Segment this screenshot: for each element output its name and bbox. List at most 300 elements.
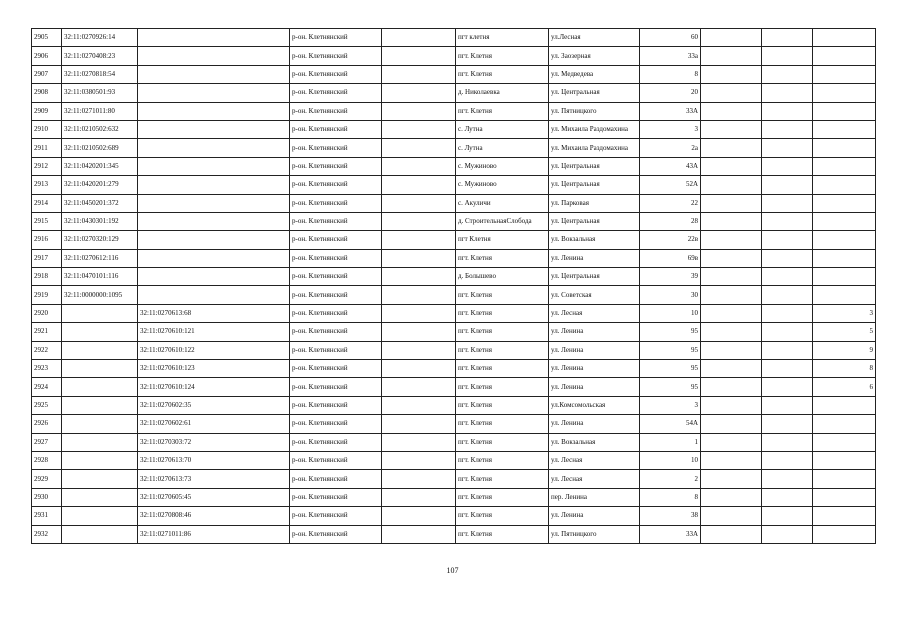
cell-district: р-он. Клетнянский (290, 212, 382, 230)
cell-blank (701, 507, 762, 525)
cell-number: 2921 (32, 323, 62, 341)
table-row (32, 29, 876, 47)
cell-street: ул. Центральная (549, 176, 640, 194)
cell-extra (813, 433, 876, 451)
cell-blank (701, 415, 762, 433)
cell-number: 2926 (32, 415, 62, 433)
cell-number: 2915 (32, 212, 62, 230)
cell-settlement: пгт. Клетня (456, 47, 549, 65)
cell-number: 2920 (32, 304, 62, 322)
cell-blank (762, 507, 813, 525)
cell-street: ул. Парковая (549, 194, 640, 212)
cell-house: 1 (640, 433, 701, 451)
cell-extra (813, 249, 876, 267)
cell-street: ул. Вокзальная (549, 231, 640, 249)
cell-blank (382, 120, 456, 138)
cell-blank (701, 341, 762, 359)
cell-extra (813, 525, 876, 543)
cell-extra (813, 29, 876, 47)
cell-house: 10 (640, 451, 701, 469)
cell-extra: 5 (813, 323, 876, 341)
cell-blank (762, 176, 813, 194)
table-row (32, 378, 876, 396)
table-row (32, 525, 876, 543)
cell-cadastral-b: 32:11:0270610:123 (138, 360, 290, 378)
cell-house: 95 (640, 323, 701, 341)
cell-house: 33А (640, 525, 701, 543)
cell-district: р-он. Клетнянский (290, 304, 382, 322)
cell-blank (382, 84, 456, 102)
cell-house: 69в (640, 249, 701, 267)
table-row (32, 249, 876, 267)
cell-house: 43А (640, 157, 701, 175)
cell-district: р-он. Клетнянский (290, 268, 382, 286)
cell-extra (813, 139, 876, 157)
cell-cadastral-b (138, 231, 290, 249)
cell-extra: 8 (813, 360, 876, 378)
cell-house: 3 (640, 396, 701, 414)
cell-cadastral-a (62, 341, 138, 359)
cell-street: ул. Вокзальная (549, 433, 640, 451)
cell-blank (382, 139, 456, 157)
cell-blank (701, 433, 762, 451)
cell-district: р-он. Клетнянский (290, 29, 382, 47)
cell-cadastral-a: 32:11:0420201:345 (62, 157, 138, 175)
cell-blank (762, 378, 813, 396)
cell-settlement: д. Болышево (456, 268, 549, 286)
cell-blank (382, 415, 456, 433)
cell-house: 3 (640, 120, 701, 138)
cell-house: 52А (640, 176, 701, 194)
cell-extra (813, 470, 876, 488)
cell-blank (701, 102, 762, 120)
cell-settlement: пгт. Клетня (456, 470, 549, 488)
cell-district: р-он. Клетнянский (290, 176, 382, 194)
cell-settlement: пгт. Клетня (456, 286, 549, 304)
cell-cadastral-a: 32:11:0380501:93 (62, 84, 138, 102)
cell-blank (762, 102, 813, 120)
cell-street: ул.Комсомольская (549, 396, 640, 414)
cell-extra (813, 47, 876, 65)
cell-cadastral-b (138, 102, 290, 120)
cell-cadastral-b (138, 286, 290, 304)
cell-district: р-он. Клетнянский (290, 47, 382, 65)
cell-settlement: пгт. Клетня (456, 415, 549, 433)
cell-settlement: пгт. Клетня (456, 249, 549, 267)
cell-street: ул. Ленина (549, 378, 640, 396)
cell-extra (813, 231, 876, 249)
cell-street: ул. Михаила Раздомахина (549, 120, 640, 138)
cell-blank (762, 451, 813, 469)
cell-house: 33а (640, 47, 701, 65)
cell-blank (382, 525, 456, 543)
registry-rows (32, 29, 876, 544)
cell-street: ул. Советская (549, 286, 640, 304)
cell-cadastral-b: 32:11:0270613:73 (138, 470, 290, 488)
cell-extra (813, 176, 876, 194)
cell-blank (382, 360, 456, 378)
registry-table (31, 28, 876, 544)
cell-cadastral-b: 32:11:0270605:45 (138, 488, 290, 506)
cell-extra (813, 451, 876, 469)
cell-blank (701, 120, 762, 138)
cell-street: ул. Ленина (549, 507, 640, 525)
cell-settlement: пгт клетня (456, 29, 549, 47)
cell-cadastral-b (138, 268, 290, 286)
cell-settlement: пгт. Клетня (456, 507, 549, 525)
cell-blank (701, 139, 762, 157)
cell-settlement: пгт. Клетня (456, 433, 549, 451)
table-row (32, 268, 876, 286)
cell-settlement: д. СтроительнаяСлобода (456, 212, 549, 230)
cell-district: р-он. Клетнянский (290, 139, 382, 157)
table-row (32, 102, 876, 120)
cell-cadastral-b: 32:11:0270303:72 (138, 433, 290, 451)
cell-cadastral-b: 32:11:0270602:35 (138, 396, 290, 414)
cell-blank (382, 488, 456, 506)
cell-house: 10 (640, 304, 701, 322)
cell-blank (701, 47, 762, 65)
cell-cadastral-a (62, 525, 138, 543)
cell-house: 95 (640, 360, 701, 378)
cell-blank (701, 396, 762, 414)
table-row (32, 84, 876, 102)
cell-number: 2932 (32, 525, 62, 543)
cell-district: р-он. Клетнянский (290, 415, 382, 433)
cell-blank (762, 249, 813, 267)
cell-cadastral-b: 32:11:0270610:124 (138, 378, 290, 396)
cell-blank (762, 415, 813, 433)
cell-settlement: пгт. Клетня (456, 102, 549, 120)
table-row (32, 120, 876, 138)
cell-cadastral-b (138, 176, 290, 194)
cell-settlement: пгт. Клетня (456, 378, 549, 396)
cell-number: 2912 (32, 157, 62, 175)
cell-cadastral-a (62, 323, 138, 341)
cell-settlement: пгт. Клетня (456, 323, 549, 341)
cell-blank (762, 29, 813, 47)
cell-blank (701, 323, 762, 341)
table-row (32, 304, 876, 322)
cell-extra (813, 415, 876, 433)
cell-blank (762, 360, 813, 378)
cell-blank (762, 65, 813, 83)
cell-settlement: пгт Клетня (456, 231, 549, 249)
table-row (32, 451, 876, 469)
cell-blank (762, 323, 813, 341)
cell-blank (762, 341, 813, 359)
cell-extra (813, 84, 876, 102)
cell-blank (701, 157, 762, 175)
cell-district: р-он. Клетнянский (290, 194, 382, 212)
cell-cadastral-a: 32:11:0270926:14 (62, 29, 138, 47)
table-row (32, 433, 876, 451)
cell-cadastral-a: 32:11:0470101:116 (62, 268, 138, 286)
cell-blank (701, 231, 762, 249)
cell-cadastral-a: 32:11:0270320:129 (62, 231, 138, 249)
table-row (32, 415, 876, 433)
cell-district: р-он. Клетнянский (290, 102, 382, 120)
cell-number: 2919 (32, 286, 62, 304)
cell-number: 2910 (32, 120, 62, 138)
cell-number: 2929 (32, 470, 62, 488)
cell-cadastral-a (62, 451, 138, 469)
cell-street: ул. Ленина (549, 360, 640, 378)
cell-cadastral-b (138, 120, 290, 138)
cell-blank (382, 231, 456, 249)
cell-blank (762, 212, 813, 230)
cell-cadastral-a: 32:11:0430301:192 (62, 212, 138, 230)
cell-extra: 6 (813, 378, 876, 396)
cell-street: пер. Ленина (549, 488, 640, 506)
cell-extra (813, 286, 876, 304)
cell-blank (382, 249, 456, 267)
cell-house: 54А (640, 415, 701, 433)
table-row (32, 157, 876, 175)
cell-street: ул. Центральная (549, 84, 640, 102)
table-row (32, 323, 876, 341)
cell-settlement: пгт. Клетня (456, 451, 549, 469)
cell-cadastral-a: 32:11:0420201:279 (62, 176, 138, 194)
cell-house: 22в (640, 231, 701, 249)
cell-house: 95 (640, 378, 701, 396)
cell-house: 30 (640, 286, 701, 304)
cell-street: ул. Ленина (549, 249, 640, 267)
cell-district: р-он. Клетнянский (290, 120, 382, 138)
cell-number: 2930 (32, 488, 62, 506)
cell-number: 2924 (32, 378, 62, 396)
cell-settlement: пгт. Клетня (456, 360, 549, 378)
cell-cadastral-b: 32:11:0271011:86 (138, 525, 290, 543)
cell-house: 2 (640, 470, 701, 488)
cell-blank (701, 268, 762, 286)
table-row (32, 65, 876, 83)
cell-street: ул. Ленина (549, 341, 640, 359)
cell-cadastral-a: 32:11:0000000:1095 (62, 286, 138, 304)
table-row (32, 470, 876, 488)
cell-blank (762, 120, 813, 138)
cell-cadastral-a: 32:11:0271011:80 (62, 102, 138, 120)
cell-house: 20 (640, 84, 701, 102)
cell-district: р-он. Клетнянский (290, 286, 382, 304)
cell-house: 2а (640, 139, 701, 157)
cell-cadastral-b (138, 249, 290, 267)
table-row (32, 194, 876, 212)
cell-street: ул. Заозерная (549, 47, 640, 65)
cell-cadastral-b (138, 47, 290, 65)
cell-blank (701, 360, 762, 378)
cell-settlement: пгт. Клетня (456, 488, 549, 506)
cell-district: р-он. Клетнянский (290, 396, 382, 414)
cell-cadastral-b (138, 84, 290, 102)
cell-blank (382, 286, 456, 304)
table-row (32, 176, 876, 194)
cell-blank (382, 29, 456, 47)
cell-district: р-он. Клетнянский (290, 433, 382, 451)
cell-extra: 9 (813, 341, 876, 359)
cell-blank (382, 507, 456, 525)
cell-cadastral-b: 32:11:0270613:70 (138, 451, 290, 469)
cell-extra (813, 507, 876, 525)
cell-blank (762, 304, 813, 322)
cell-settlement: с. Мужиново (456, 157, 549, 175)
cell-extra (813, 194, 876, 212)
cell-blank (701, 525, 762, 543)
cell-blank (382, 396, 456, 414)
cell-blank (701, 488, 762, 506)
cell-cadastral-b: 32:11:0270610:122 (138, 341, 290, 359)
cell-street: ул. Центральная (549, 212, 640, 230)
cell-street: ул. Михаила Раздомахина (549, 139, 640, 157)
cell-cadastral-a: 32:11:0210502:632 (62, 120, 138, 138)
cell-cadastral-a: 32:11:0210502:689 (62, 139, 138, 157)
cell-cadastral-a (62, 360, 138, 378)
cell-blank (762, 525, 813, 543)
cell-house: 22 (640, 194, 701, 212)
cell-extra: 3 (813, 304, 876, 322)
cell-blank (382, 470, 456, 488)
cell-district: р-он. Клетнянский (290, 507, 382, 525)
cell-cadastral-b (138, 139, 290, 157)
cell-street: ул. Ленина (549, 415, 640, 433)
cell-house: 28 (640, 212, 701, 230)
cell-blank (701, 451, 762, 469)
cell-number: 2905 (32, 29, 62, 47)
cell-extra (813, 488, 876, 506)
cell-number: 2908 (32, 84, 62, 102)
cell-cadastral-a: 32:11:0270818:54 (62, 65, 138, 83)
cell-blank (701, 176, 762, 194)
table-row (32, 212, 876, 230)
cell-number: 2928 (32, 451, 62, 469)
cell-settlement: с. Акуличи (456, 194, 549, 212)
cell-extra (813, 268, 876, 286)
cell-blank (762, 268, 813, 286)
cell-settlement: пгт. Клетня (456, 396, 549, 414)
cell-blank (382, 102, 456, 120)
cell-blank (701, 65, 762, 83)
cell-number: 2911 (32, 139, 62, 157)
cell-district: р-он. Клетнянский (290, 360, 382, 378)
cell-blank (382, 323, 456, 341)
cell-blank (382, 341, 456, 359)
page-number: 107 (446, 566, 459, 575)
cell-number: 2927 (32, 433, 62, 451)
cell-number: 2917 (32, 249, 62, 267)
cell-number: 2913 (32, 176, 62, 194)
cell-blank (762, 231, 813, 249)
cell-district: р-он. Клетнянский (290, 341, 382, 359)
cell-street: ул. Лесная (549, 470, 640, 488)
cell-house: 95 (640, 341, 701, 359)
cell-blank (762, 139, 813, 157)
cell-cadastral-b: 32:11:0270808:46 (138, 507, 290, 525)
cell-blank (762, 433, 813, 451)
cell-cadastral-b: 32:11:0270610:121 (138, 323, 290, 341)
cell-blank (762, 470, 813, 488)
cell-number: 2907 (32, 65, 62, 83)
cell-street: ул. Центральная (549, 268, 640, 286)
cell-cadastral-a: 32:11:0270612:116 (62, 249, 138, 267)
cell-blank (762, 488, 813, 506)
cell-cadastral-b (138, 157, 290, 175)
cell-blank (382, 304, 456, 322)
table-row (32, 286, 876, 304)
cell-number: 2916 (32, 231, 62, 249)
cell-blank (762, 47, 813, 65)
cell-blank (701, 29, 762, 47)
cell-settlement: пгт. Клетня (456, 304, 549, 322)
cell-blank (382, 451, 456, 469)
cell-extra (813, 212, 876, 230)
cell-district: р-он. Клетнянский (290, 84, 382, 102)
cell-blank (382, 65, 456, 83)
cell-blank (762, 84, 813, 102)
cell-settlement: пгт. Клетня (456, 341, 549, 359)
cell-number: 2909 (32, 102, 62, 120)
cell-district: р-он. Клетнянский (290, 378, 382, 396)
cell-blank (701, 304, 762, 322)
cell-house: 38 (640, 507, 701, 525)
table-row (32, 47, 876, 65)
table-row (32, 488, 876, 506)
cell-district: р-он. Клетнянский (290, 323, 382, 341)
cell-blank (382, 157, 456, 175)
cell-settlement: пгт. Клетня (456, 525, 549, 543)
cell-district: р-он. Клетнянский (290, 451, 382, 469)
cell-district: р-он. Клетнянский (290, 231, 382, 249)
cell-blank (701, 249, 762, 267)
cell-cadastral-a (62, 488, 138, 506)
table-row (32, 231, 876, 249)
cell-cadastral-b (138, 29, 290, 47)
cell-cadastral-b: 32:11:0270613:68 (138, 304, 290, 322)
cell-cadastral-a (62, 396, 138, 414)
cell-cadastral-a: 32:11:0450201:372 (62, 194, 138, 212)
cell-blank (382, 268, 456, 286)
cell-blank (382, 47, 456, 65)
cell-cadastral-a: 32:11:0270408:23 (62, 47, 138, 65)
cell-district: р-он. Клетнянский (290, 488, 382, 506)
cell-district: р-он. Клетнянский (290, 249, 382, 267)
cell-extra (813, 157, 876, 175)
cell-house: 33А (640, 102, 701, 120)
cell-street: ул. Медведева (549, 65, 640, 83)
cell-cadastral-b: 32:11:0270602:61 (138, 415, 290, 433)
cell-blank (382, 194, 456, 212)
cell-blank (701, 212, 762, 230)
cell-extra (813, 65, 876, 83)
cell-extra (813, 102, 876, 120)
cell-house: 60 (640, 29, 701, 47)
table-row (32, 341, 876, 359)
cell-cadastral-a (62, 507, 138, 525)
cell-number: 2931 (32, 507, 62, 525)
cell-blank (382, 212, 456, 230)
cell-number: 2922 (32, 341, 62, 359)
cell-blank (762, 194, 813, 212)
table-row (32, 507, 876, 525)
cell-blank (701, 194, 762, 212)
cell-blank (701, 84, 762, 102)
cell-cadastral-a (62, 470, 138, 488)
cell-street: ул. Пятницкого (549, 102, 640, 120)
cell-district: р-он. Клетнянский (290, 525, 382, 543)
cell-street: ул. Пятницкого (549, 525, 640, 543)
cell-street: ул. Ленина (549, 323, 640, 341)
cell-blank (762, 396, 813, 414)
cell-blank (762, 157, 813, 175)
